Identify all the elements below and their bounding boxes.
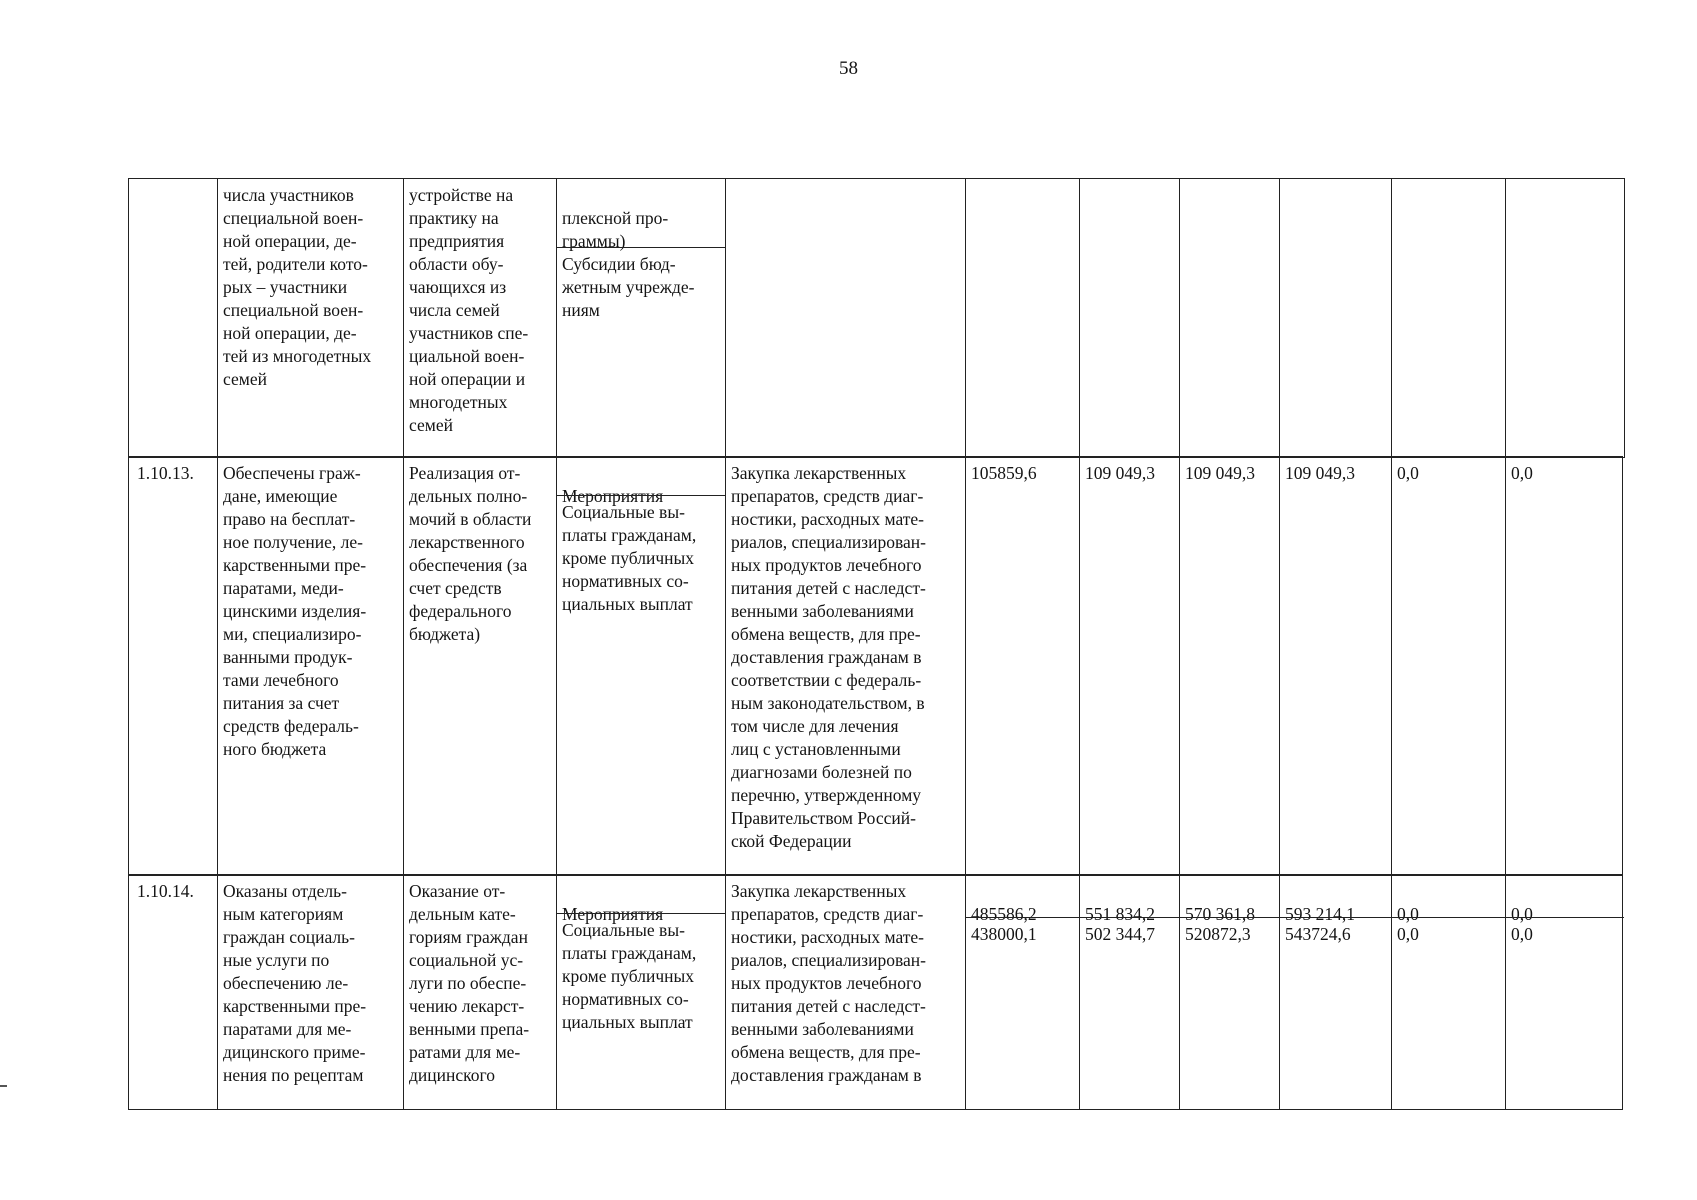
result-cell: числа участников специальной воен- ной операции, де- тей, родители кото- рых – участники специальной воен- ной операции, де- тей из многодетных семей — [217, 179, 403, 457]
value-bottom: 0,0 — [1506, 917, 1624, 946]
type-top: Мероприятия — [562, 486, 664, 506]
value-2027 — [1279, 875, 1391, 1109]
value-bottom: 543724,6 — [1280, 917, 1391, 946]
value-2029: 0,0 — [1505, 457, 1624, 875]
result-cell: Обеспечены граж- дане, имеющие право на бесплат- ное получение, ле- карственными пре- паратами, меди- цинскими изделия- ми, специализиро- ванными продук- тами лечебного питания за счет средств федераль- ного бюджета — [217, 457, 403, 875]
measure-cell: устройстве на практику на предприятия области обу- чающихся из числа семей участников спе- циальной воен- ной операции и многодетных семей — [403, 179, 556, 457]
value-top: 0,0 — [1397, 904, 1419, 924]
measure-cell: Реализация от- дельных полно- мочий в области лекарственного обеспечения (за счет средств федерального бюджета) — [403, 457, 556, 875]
value-2025 — [1079, 875, 1179, 1109]
value-2025: 109 049,3 — [1079, 457, 1179, 875]
value-cell-5 — [1391, 179, 1505, 457]
value-cell-4 — [1279, 179, 1391, 457]
value-2026: 109 049,3 — [1179, 457, 1279, 875]
value-2027: 109 049,3 — [1279, 457, 1391, 875]
scan-edge-mark — [0, 1085, 7, 1087]
value-top: 593 214,1 — [1285, 904, 1355, 924]
value-bottom: 438000,1 — [966, 917, 1079, 946]
value-2026 — [1179, 875, 1279, 1109]
program-measures-table — [128, 178, 1623, 1110]
description-cell: Закупка лекарственных препаратов, средств диаг- ностики, расходных мате- риалов, специализирован- ных продуктов лечебного питания детей с наследст- венными заболеваниями обмена веществ, для пре- доставления гражданам в соответствии с федераль- ным законодательством, в том числе для лечения лиц с установленными диагнозами болезней по перечню, утвержденному Правительством Россий- ской Федерации — [725, 457, 965, 875]
type-cell — [556, 457, 725, 875]
value-2024 — [965, 875, 1079, 1109]
type-bottom: Субсидии бюд- жетным учрежде- ниям — [557, 247, 725, 322]
value-top: 551 834,2 — [1085, 904, 1155, 924]
value-cell-1 — [965, 179, 1079, 457]
value-bottom: 520872,3 — [1180, 917, 1279, 946]
value-top: 570 361,8 — [1185, 904, 1255, 924]
row-code: 1.10.13. — [137, 463, 194, 483]
value-top: 485586,2 — [971, 904, 1037, 924]
value-2024: 105859,6 — [965, 457, 1079, 875]
type-bottom: Социальные вы- платы гражданам, кроме публичных нормативных со- циальных выплат — [557, 495, 725, 616]
value-top: 0,0 — [1511, 904, 1533, 924]
value-bottom: 0,0 — [1392, 917, 1505, 946]
value-2028 — [1391, 875, 1505, 1109]
row-code: 1.10.14. — [137, 881, 194, 901]
table-row-1-10-13 — [128, 456, 1623, 876]
table-row-1-10-14 — [128, 874, 1623, 1110]
value-bottom: 502 344,7 — [1080, 917, 1179, 946]
code-cell — [129, 179, 217, 457]
result-cell: Оказаны отдель- ным категориям граждан социаль- ные услуги по обеспечению ле- карственными пре- паратами для ме- дицинского приме- нения по рецептам — [217, 875, 403, 1109]
value-cell-3 — [1179, 179, 1279, 457]
table-row-continuation — [128, 178, 1625, 458]
value-cell-6 — [1505, 179, 1626, 457]
type-top: Мероприятия — [562, 904, 664, 924]
measure-cell: Оказание от- дельным кате- гориям граждан социальной ус- луги по обеспе- чению лекарст- венными препа- ратами для ме- дицинского — [403, 875, 556, 1109]
type-cell — [556, 179, 725, 457]
value-cell-2 — [1079, 179, 1179, 457]
type-bottom: Социальные вы- платы гражданам, кроме публичных нормативных со- циальных выплат — [557, 913, 725, 1034]
type-cell — [556, 875, 725, 1109]
type-top: плексной про- граммы) — [562, 208, 669, 251]
description-cell: Закупка лекарственных препаратов, средств диаг- ностики, расходных мате- риалов, специализирован- ных продуктов лечебного питания детей с наследст- венными заболеваниями обмена веществ, для пре- доставления гражданам в — [725, 875, 965, 1109]
page-number: 58 — [839, 58, 858, 79]
value-2028: 0,0 — [1391, 457, 1505, 875]
description-cell — [725, 179, 965, 457]
value-2029 — [1505, 875, 1624, 1109]
